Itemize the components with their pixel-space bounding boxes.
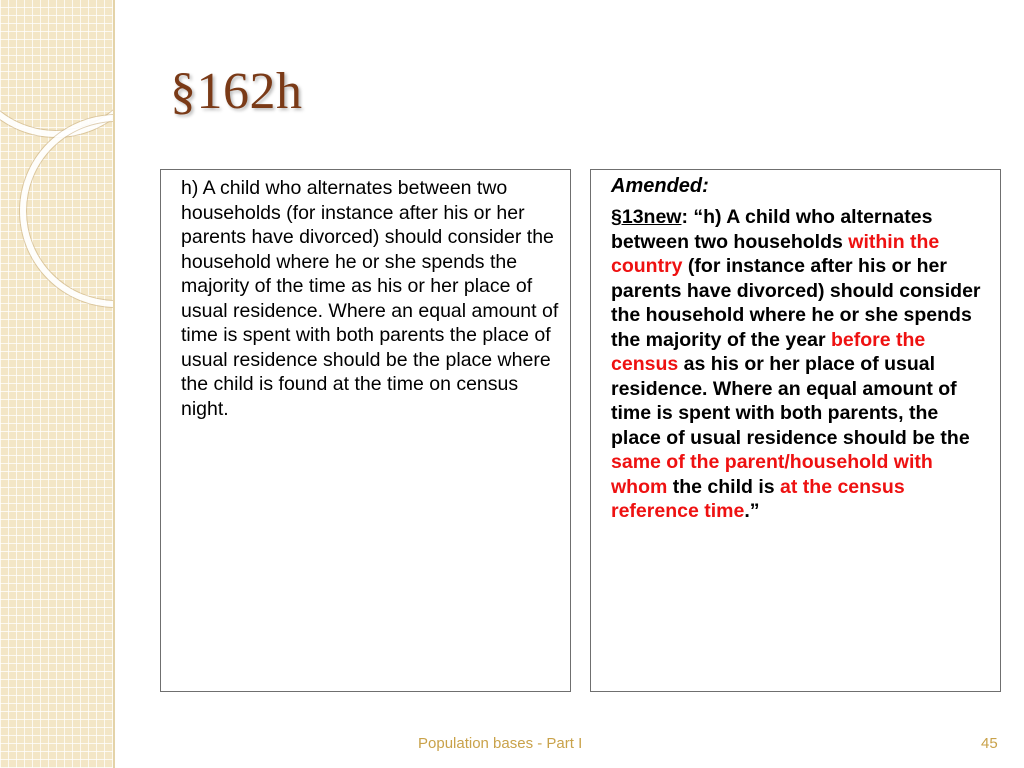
amended-highlight-reference-time: at the census reference time [611,475,905,522]
amended-text-segment: .” [744,500,760,522]
slide-title: §162h [170,63,303,120]
amended-highlight-before-census: before the census [611,328,926,375]
original-paragraph: h) A child who alternates between two households (for instance after his or her parents have divorced) should consider the household where he or she spends the majority of the time as his or her place of usual residence. Where an equal amount of time is spent with both parents the place of usual residence should be the place where the child is found at the time on census night. [181,177,559,420]
decorative-side-band [0,0,113,768]
amended-text-segment: as his or her place of usual residence. Where an equal amount of time is spent with both parents, the place of usual residence should be the [611,353,970,449]
page-number: 45 [981,735,998,752]
amended-paragraph [611,205,992,524]
amended-highlight-within-country: within the country [611,230,940,277]
amended-text-panel [590,169,1001,692]
amended-text-segment: : “h) A child who alternates between two households [611,206,933,253]
amended-text-segment: the child is [667,475,781,498]
side-band-edge [113,0,115,768]
amended-highlight-same-parent: same of the parent/household with whom [611,451,933,498]
amended-label: Amended: [611,175,709,197]
decorative-ring-middle [20,115,113,307]
section-reference: §13new [611,206,682,228]
amended-text-segment: (for instance after his or her parents have divorced) should consider the household where he or she spends the majority of the year [611,255,981,351]
slide-footer: Population bases - Part I [418,735,583,752]
original-text-panel [160,169,571,692]
